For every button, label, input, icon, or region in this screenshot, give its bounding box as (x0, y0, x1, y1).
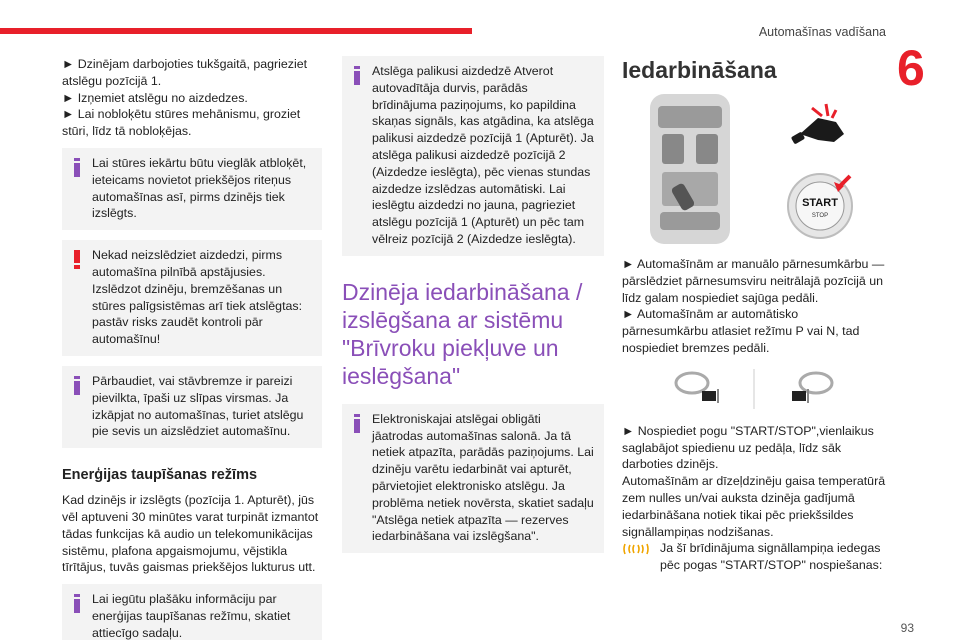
stop-label: STOP (811, 213, 829, 219)
info-text: Atslēga palikusi aizdedzē Atverot autovadītāja durvis, parādās brīdinājuma paziņojums, ko papildina skaņas signāls, kas atgādina, ka atslēga palikusi aizdedzē pozīcijā 1 (Apturēt). Ja atslēga palikusi aizdedzē pozīcijā 2 (Aizdedze ieslēgta), pēc vienas stundas aizdedze izslēdzas automātiski. Lai ieslēgtu aizdedzi no jauna, pagrieziet atslēgu pozīcijā 1 (Apturēt) un pēc tam vēlreiz pozīcijā 2 (Aizdedze ieslēgta). (372, 64, 594, 246)
energy-saving-text: Kad dzinējs ir izslēgts (pozīcija 1. Apturēt), jūs vēl aptuveni 30 minūtes varat turpināt izmantot tādas funkcijas kā audio un telekomunikācijas sistēmu, plafona apgaismojumu, vējstikla tīrītājus, tuvās gaismas priekšējos lukturus utt. (62, 493, 319, 575)
step-lock-steering: ► Lai nobloķētu stūres mehānismu, groziet stūri, līdz tā nobloķējas. (62, 107, 301, 139)
diesel-note: Automašīnām ar dīzeļdzinēju gaisa temperatūrā zem nulles un/vai auksta dzinēja gadījumā iedarbināšana notiek tikai pēc priekšsildes signāllampiņas nodzišanas. (622, 474, 886, 539)
chapter-number: 6 (897, 40, 925, 96)
info-icon (70, 376, 84, 394)
start-label: START (802, 197, 838, 209)
hand-icon (791, 118, 844, 144)
glow-plug-icon (622, 542, 650, 556)
info-icon (70, 594, 84, 612)
info-text: Lai iegūtu plašāku informāciju par enerģijas taupīšanas režīmu, skatiet attiecīgo sadaļu. (92, 592, 291, 640)
pedal-illustration (622, 369, 886, 409)
header-accent-bar (0, 28, 472, 34)
step-remove-key: ► Izņemiet atslēgu no aizdedzes. (62, 90, 248, 105)
info-text: Pārbaudiet, vai stāvbremze ir pareizi pievilkta, īpaši uz slīpas virsmas. Ja izkāpjat no automašīnas, turiet atslēgu pie sevis un aizslēdziet automašīnu. (92, 373, 304, 439)
step-press-start: ► Nospiediet pogu "START/STOP",vienlaikus saglabājot spiedienu uz pedāļa, līdz sāk darboties dzinējs. (622, 423, 874, 472)
column-1 (62, 56, 322, 640)
glow-plug-note (622, 540, 886, 574)
info-box-steering (62, 148, 322, 230)
pedal-svg (622, 369, 886, 409)
warning-icon (70, 250, 84, 268)
info-box-electronic-key (342, 404, 604, 553)
heading-keyless: Dzinēja iedarbināšana / izslēgšana ar sistēmu "Brīvroku piekļuve un ieslēgšana" (342, 278, 583, 389)
info-text: Lai stūres iekārtu būtu vieglāk atbloķēt, ieteicams novietot priekšējos riteņus automašīnas asī, pirms dzinējs tiek izslēgts. (92, 155, 307, 221)
info-box-energy (62, 584, 322, 640)
heading-starting: Iedarbināšana (622, 57, 777, 83)
car-key-start-svg (622, 94, 886, 244)
steering-wheel-icon (676, 373, 708, 393)
heading-energy-saving: Enerģijas taupīšanas režīms (62, 467, 258, 484)
section-title: Automašīnas vadīšana (758, 25, 886, 39)
step-manual-gearbox: ► Automašīnām ar manuālo pārnesumkārbu — pārslēdziet pārnesumsviru neitrālajā pozīcijā un līdz galam nospiediet sajūga pedāli. (622, 257, 885, 305)
info-box-parking-brake (62, 366, 322, 448)
step-idle: ► Dzinējam darbojoties tukšgaitā, pagrieziet atslēgu pozīcijā 1. (62, 57, 308, 88)
info-box-key-in-ignition (342, 56, 604, 256)
keyless-start-illustration (622, 94, 886, 244)
warning-text: Nekad neizslēdziet aizdedzi, pirms automašīna pilnībā apstājusies. Izslēdzot dzinēju, bremzēšanas un stūres palīgsistēmas arī tiek atslēgtas: pastāv risks zaudēt kontroli pār automašīnu! (92, 248, 303, 347)
step-auto-gearbox: ► Automašīnām ar automātisko pārnesumkārbu atlasiet režīmu P vai N, tad nospiediet bremzes pedāli. (622, 307, 860, 355)
info-text: Elektroniskajai atslēgai obligāti jāatrodas automašīnas salonā. Ja tā netiek atpazīta, parādās paziņojums. Lai dzinēju varētu iedarbināt vai apturēt, pārvietojiet elektronisko atslēgu. Ja problēma netiek novērsta, skatiet sadaļu "Atslēga netiek atpazīta — rezerves iedarbināšana vai izslēgšana". (372, 411, 594, 544)
page-number: 93 (900, 621, 914, 635)
warning-box-ignition (62, 240, 322, 356)
info-icon (350, 66, 364, 84)
glow-plug-text: Ja šī brīdinājuma signāllampiņa iedegas pēc pogas "START/STOP" nospiešanas: (660, 541, 883, 573)
column-2 (342, 56, 604, 563)
steering-wheel-icon (800, 373, 832, 393)
info-icon (350, 414, 364, 432)
info-icon (70, 158, 84, 176)
column-3 (622, 56, 886, 574)
